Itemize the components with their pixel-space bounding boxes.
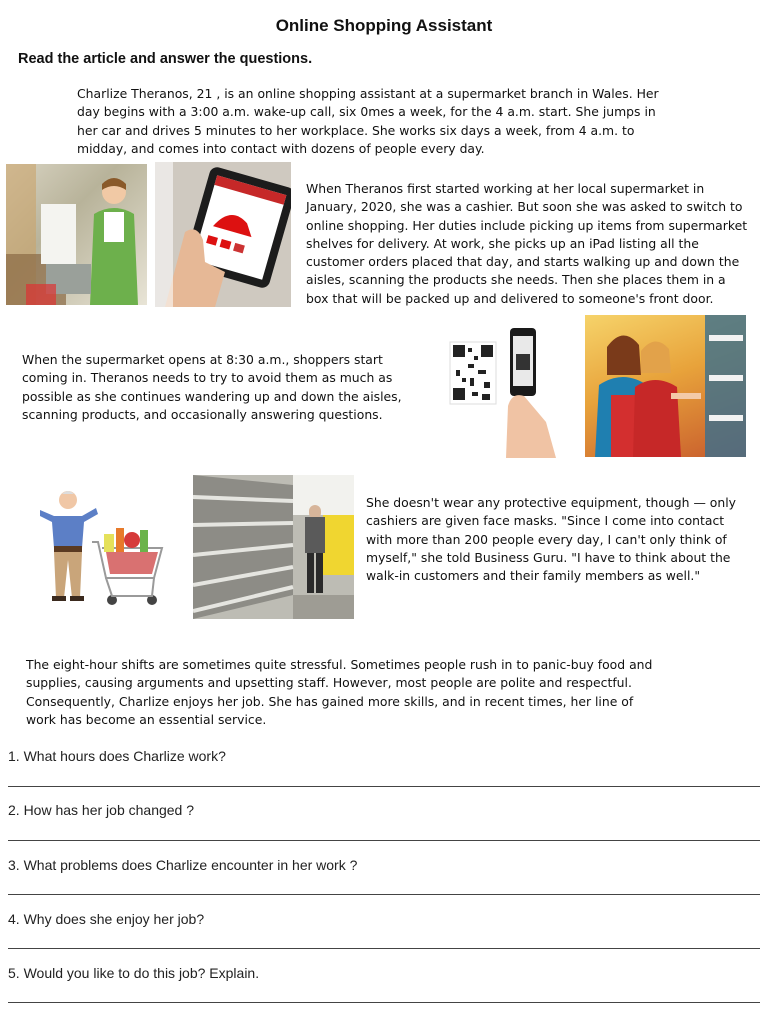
answer-line-3[interactable] — [8, 894, 760, 895]
qr-phone-photo — [446, 326, 568, 458]
empty-shelves-photo — [193, 475, 354, 619]
tablet-shopping-photo — [155, 162, 291, 307]
shop-assistants-photo — [585, 315, 746, 457]
paragraph-duties: When Theranos first started working at her local supermarket in January, 2020, she was a cashier. But soon she was asked to switch to online shopping. Her duties include picking up items from supermarket shelves for delivery. At work, she picks up an iPad listing all the customer orders placed that day, and starts walking up and down the aisles, scanning the products she needs. Then she places them in a box that will be packed up and delivered to someone's front door. — [306, 181, 748, 306]
question-1: 1. What hours does Charlize work? — [8, 748, 226, 764]
question-2: 2. How has her job changed ? — [8, 802, 195, 818]
paragraph-opening: When the supermarket opens at 8:30 a.m., shoppers start coming in. Theranos needs to try to avoid them as much as possible as she continues wandering up and down the aisles, scanning products, and occasionally answering questions. — [22, 352, 402, 422]
question-5: 5. Would you like to do this job? Explain. — [8, 965, 260, 981]
answer-line-4[interactable] — [8, 948, 760, 949]
answer-line-5[interactable] — [8, 1002, 760, 1003]
instructions: Read the article and answer the questions. — [18, 51, 313, 67]
paragraph-conclusion: The eight-hour shifts are sometimes quite stressful. Sometimes people rush in to panic-buy food and supplies, causing arguments and upsetting staff. However, most people are polite and respectful. Consequently, Charlize enjoys her job. She has gained more skills, and in recent times, her line of work has become an essential service. — [26, 657, 653, 727]
answer-line-2[interactable] — [8, 840, 760, 841]
man-trolley-photo — [36, 488, 166, 610]
question-4: 4. Why does she enjoy her job? — [8, 911, 205, 927]
paragraph-intro: Charlize Theranos, 21 , is an online shopping assistant at a supermarket branch in Wales. Her day begins with a 3:00 a.m. wake-up call, six 0mes a week, for the 4 a.m. start. She jumps in her car and drives 5 minutes to her workplace. She works six days a week, from 4 a.m. to midday, and comes into contact with dozens of people every day. — [77, 86, 659, 156]
paragraph-protection: She doesn't wear any protective equipment, though — only cashiers are given face masks. "Since I come into contact with more than 200 people every day, I can't only think of myself," she told Business Guru. "I have to think about the walk-in customers and their family members as well." — [366, 495, 736, 584]
page-title: Online Shopping Assistant — [275, 16, 493, 35]
cashier-photo — [6, 164, 147, 305]
answer-line-1[interactable] — [8, 786, 760, 787]
question-3: 3. What problems does Charlize encounter in her work ? — [8, 857, 358, 873]
